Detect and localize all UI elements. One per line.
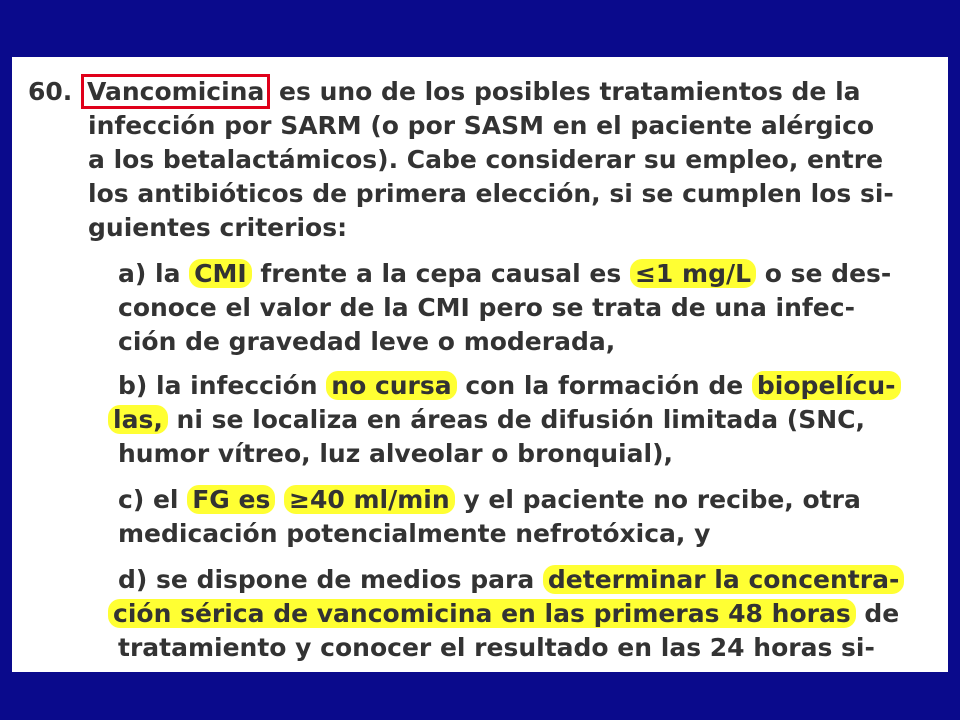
highlight-concentracion-serica: ción sérica de vancomicina en las primeras 48 horas [108, 599, 856, 628]
criterion-d-line-3: tratamiento y conocer el resultado en las 24 horas si- [118, 633, 875, 662]
question-number: 60. [28, 77, 73, 106]
criterion-a-prefix: a) la [118, 259, 190, 288]
criterion-a-line-3: ción de gravedad leve o moderada, [118, 327, 616, 356]
intro-line-1: es uno de los posibles tratamientos de la [270, 77, 861, 106]
highlight-fg-threshold: ≥40 ml/min [284, 485, 455, 514]
criterion-b-line-2-rest: ni se localiza en áreas de difusión limitada (SNC, [167, 405, 865, 434]
criterion-c-line-1 [118, 483, 861, 517]
criterion-c-prefix: c) el [118, 485, 188, 514]
criterion-a-suffix: o se des- [756, 259, 892, 288]
criterion-d-line-1 [118, 563, 904, 597]
highlight-biopeliculas-2: las, [108, 405, 168, 434]
drug-name-boxed: Vancomicina [81, 74, 270, 109]
intro-line-2: infección por SARM (o por SASM en el paciente alérgico [88, 111, 875, 140]
criterion-d-line-2 [108, 597, 899, 631]
highlight-biopeliculas-1: biopelícu- [752, 371, 901, 400]
criterion-b-line-3: humor vítreo, luz alveolar o bronquial), [118, 439, 673, 468]
criterion-b-prefix: b) la infección [118, 371, 327, 400]
criterion-c-suffix: y el paciente no recibe, otra [454, 485, 861, 514]
highlight-cmi-threshold: ≤1 mg/L [630, 259, 756, 288]
intro-line-5: guientes criterios: [88, 213, 348, 242]
criterion-b-line-2 [108, 403, 865, 437]
intro-line-3: a los betalactámicos). Cabe considerar su empleo, entre [88, 145, 884, 174]
intro-line-4: los antibióticos de primera elección, si se cumplen los si- [88, 179, 894, 208]
highlight-no-cursa: no cursa [326, 371, 456, 400]
document-page [12, 57, 948, 672]
highlight-cmi: CMI [189, 259, 252, 288]
criterion-d-prefix: d) se dispone de medios para [118, 565, 543, 594]
criterion-a-line-2: conoce el valor de la CMI pero se trata de una infec- [118, 293, 855, 322]
criterion-c-line-2: medicación potencialmente nefrotóxica, y [118, 519, 711, 548]
criterion-b-mid: con la formación de [456, 371, 752, 400]
criterion-b-line-1 [118, 369, 901, 403]
highlight-determinar: determinar la concentra- [543, 565, 904, 594]
criterion-d-line-2-rest: de [855, 599, 900, 628]
highlight-fg-es: FG es [187, 485, 275, 514]
criterion-a-line-1 [118, 257, 891, 291]
question-first-line [28, 75, 861, 109]
criterion-a-mid: frente a la cepa causal es [251, 259, 630, 288]
